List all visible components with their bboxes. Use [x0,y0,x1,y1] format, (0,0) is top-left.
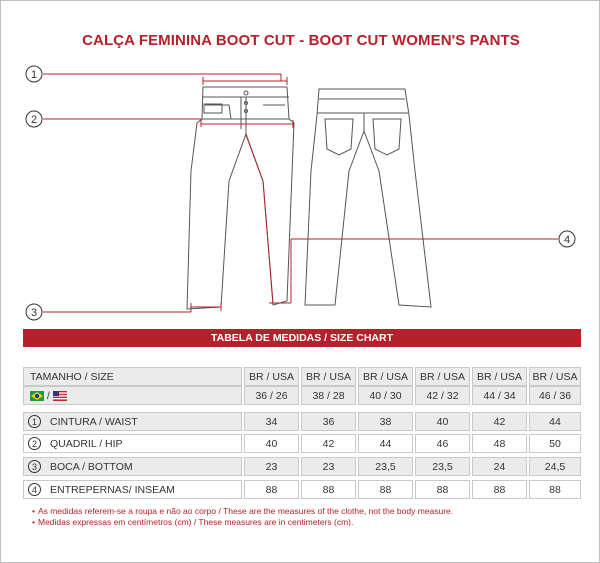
row-number: 3 [28,460,41,473]
row-label: 2 QUADRIL / HIP [23,434,242,453]
size-value: 36 / 26 [244,386,299,405]
table-row [23,412,581,431]
region-label: BR / USA [415,367,470,386]
table-cell: 88 [301,480,356,499]
table-cell: 50 [529,434,581,453]
table-cell: 88 [415,480,470,499]
svg-text:1: 1 [30,69,38,81]
size-chart-banner: TABELA DE MEDIDAS / SIZE CHART [23,329,581,347]
marker-1 [26,66,42,82]
bullet-icon: • [32,517,35,527]
table-cell: 34 [244,412,299,431]
size-value: 40 / 30 [358,386,413,405]
bullet-icon: • [32,506,35,516]
size-value: 42 / 32 [415,386,470,405]
region-label: BR / USA [244,367,299,386]
svg-text:3: 3 [30,307,38,319]
marker-3 [26,304,42,320]
size-label: TAMANHO / SIZE [23,367,242,386]
table-cell: 24,5 [529,457,581,476]
size-value: 46 / 36 [529,386,581,405]
back-pants-drawing [305,89,431,307]
table-cell: 88 [358,480,413,499]
size-value: 44 / 34 [472,386,527,405]
table-cell: 23 [301,457,356,476]
table-cell: 23 [244,457,299,476]
pants-illustration [1,1,600,331]
usa-flag-icon [53,391,67,401]
table-row [23,457,581,476]
size-value: 38 / 28 [301,386,356,405]
row-label: 4 ENTREPERNAS/ INSEAM [23,480,242,499]
svg-text:4: 4 [563,234,571,246]
region-label: BR / USA [472,367,527,386]
flags-cell: / [23,386,242,405]
footnotes [32,506,453,528]
row-label: 1 CINTURA / WAIST [23,412,242,431]
table-cell: 88 [244,480,299,499]
table-cell: 46 [415,434,470,453]
table-cell: 88 [472,480,527,499]
marker-4 [559,231,575,247]
table-cell: 40 [415,412,470,431]
region-label: BR / USA [358,367,413,386]
table-cell: 23,5 [415,457,470,476]
table-cell: 40 [244,434,299,453]
table-cell: 38 [358,412,413,431]
header-row [23,367,581,386]
row-number: 4 [28,483,41,496]
table-row [23,480,581,499]
table-cell: 48 [472,434,527,453]
marker-2 [26,111,42,127]
footnote: • As medidas referem-se a roupa e não ao corpo / These are the measures of the clothe, not the body measure. [32,506,454,516]
region-label: BR / USA [529,367,581,386]
svg-text:2: 2 [30,114,38,126]
table-cell: 88 [529,480,581,499]
table-cell: 36 [301,412,356,431]
row-number: 1 [28,415,41,428]
table-cell: 44 [358,434,413,453]
region-label: BR / USA [301,367,356,386]
table-cell: 42 [301,434,356,453]
table-cell: 23,5 [358,457,413,476]
page-title: CALÇA FEMININA BOOT CUT - BOOT CUT WOMEN'S PANTS [82,32,520,49]
front-pants-drawing [187,87,294,309]
brazil-flag-icon [30,391,44,401]
size-row [23,386,581,405]
table-cell: 42 [472,412,527,431]
row-label: 3 BOCA / BOTTOM [23,457,242,476]
table-cell: 24 [472,457,527,476]
row-number: 2 [28,437,41,450]
table-row [23,434,581,453]
table-cell: 44 [529,412,581,431]
footnote: • Medidas expressas em centímetros (cm) / These measures are in centimeters (cm). [32,517,354,527]
